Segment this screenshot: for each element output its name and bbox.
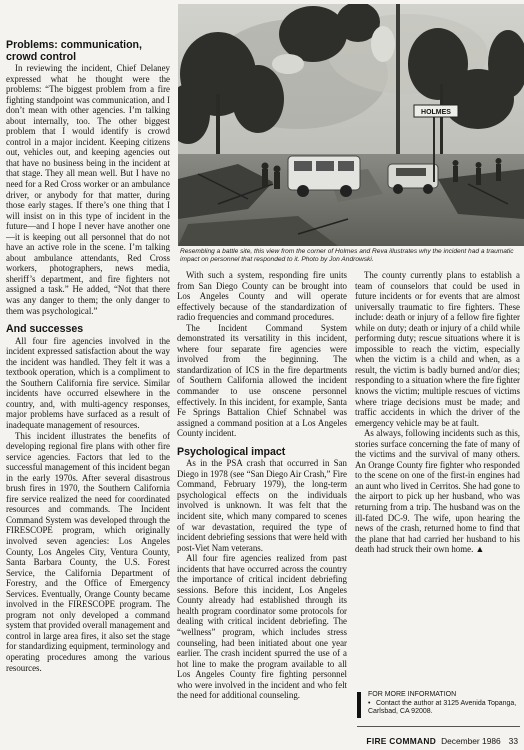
paragraph: With such a system, responding fire units from San Diego County can be brought into Los Angeles County and will operate effectively because of the standardization of radio frequencies and command procedures. <box>177 270 347 323</box>
paragraph-text: As always, following incidents such as this, stories surface concerning the fate of many of the victims and the survival of many others. An Orange County fire fighter who responded to the scene on one of the first-in engines had an aunt who lived in Cerritos. She had gone to the airport to pick up her husband, who was returning from a trip. The husband was on the ill-fated DC-9. The wife, upon hearing the news of the crash, returned home to find that the plane that had carried her husband to his death had struck their own home. <box>355 428 520 555</box>
section-heading-communication: Problems: communication, crowd control <box>6 39 142 63</box>
paragraph: All four fire agencies realized from past incidents that have occurred across the country the importance of critical incident debriefing sessions. Before this incident, Los Angeles County already had established through its health program coordinator some protocols for dealing with critical incident debriefing. The “wellness” program, which includes stress counseling, had been initiated about one year earlier. The crash incident spurred the use of a hot line to make the program available to all Los Angeles County fire fighting personnel who were involved in the incident and who felt the need for additional counseling. <box>177 553 347 701</box>
incident-scene-illustration <box>178 4 524 246</box>
street-sign-text: HOLMES <box>421 109 451 116</box>
page-number: 33 <box>508 736 518 746</box>
info-title: FOR MORE INFORMATION <box>368 691 457 698</box>
paragraph: All four fire agencies involved in the incident expressed satisfaction about the way the incident was handled. They felt it was a textbook operation, which is a compliment to the Southern California fire service. Similar incidents have occurred elsewhere in the country, and, with multi-agency responses, major problems have surfaced as a result of inadequate management of resources. <box>6 335 170 430</box>
street-sign <box>414 105 458 117</box>
paragraph: The Incident Command System demonstrated its versatility in this incident, where four separate fire agencies were involved from the beginning. The standardization of ICS in the fire departments of Southern California allowed the incident commander to use onscene personnel effectively. In this incident, for example, Santa Fe Springs Battalion Chief Schnabel was assigned a command position at a Los Angeles County incident. <box>177 322 347 439</box>
text-column-2 <box>177 270 347 701</box>
text-column-1 <box>6 40 170 673</box>
incident-photo <box>178 4 524 246</box>
section-heading-psychological: Psychological impact <box>177 445 286 458</box>
paragraph: As in the PSA crash that occurred in San Diego in 1978 (see “San Diego Air Crash,” Fire Command, February 1979), the long-term psychological effects on the individuals involved is unknown. It was felt that the incident site, which many compared to scenes of war devastation, required the type of incident debriefing sessions that were held with post-Viet Nam veterans. <box>177 458 347 553</box>
paragraph: The county currently plans to establish a team of counselors that could be used in future incidents or for events that are almost universally traumatic to fire fighters. These include: death or injury of a fellow fire fighter while on duty; death or injury of a child while performing duty; rescue situations where it is impossible to reach the victim, especially when the victim is a child and when, as a result, the victim is badly burned and/or dies; responding to a situation where the fire fighter knows the victim; multiple rescues of victims where triage decisions must be made; and traffic accidents in which the driver of the emergency vehicle may be at fault. <box>355 270 520 428</box>
info-bar <box>357 692 361 718</box>
info-text: Contact the author at 3125 Avenida Topanga, Carlsbad, CA 92008. <box>368 700 517 716</box>
page-footer <box>366 736 518 746</box>
paragraph <box>355 428 520 555</box>
paragraph: In reviewing the incident, Chief Delaney expressed what he thought were the problems: “The biggest problem from a fire fighting standpoint was communication, and I don’t mean with other agencies. I’m talking about internally, too. The other biggest problem that I would identify is crowd control in a major incident. Keeping citizens out, vehicles out, and keeping agencies out that have no business being in the incident at that stage. They all mean well. But I have no need for a Red Cross worker or an ambulance driver, or anybody for that matter, during those early stages. If there’s one thing that I will insist on in this type of incident in the future—and I hope I never have another one—it is keeping out all personnel that do not have an active role in the scene. I’m talking about ambulance attendants, Red Cross workers, photographers, news media, sheriff’s department, and fire fighters not assigned a task.” He added, “Not that there was any danger to them; the only danger to them was psychological.” <box>6 63 170 316</box>
magazine-name: FIRE COMMAND <box>366 736 437 746</box>
issue-date: December 1986 <box>441 736 501 746</box>
more-information-box <box>357 690 520 720</box>
bullet-icon: • <box>368 700 371 707</box>
text-column-3 <box>355 270 520 555</box>
section-heading-successes: And successes <box>6 323 84 336</box>
divider <box>357 726 520 727</box>
photo-caption: Resembling a battle site, this view from the corner of Holmes and Reva illustrates why the incident had a traumatic impact on personnel that responded to it. Photo by Jon Androwski. <box>180 248 514 264</box>
info-item <box>368 700 518 716</box>
paragraph: This incident illustrates the benefits of developing regional fire plans with other fire service agencies. Factors that led to the successful management of this incident began in the early 1970s. After several disastrous brush fires in 1970, the Southern California fire service realized the need for coordinated resources and commands. The Incident Command System was developed through the FIRESCOPE program, which originally involved seven agencies: Los Angeles County, Los Angeles City, Ventura County, Santa Barbara County, the U.S. Forest Service, the California Department of Forestry, and the Office of Emergency Services. Eventually, Orange County became involved in the FIRESCOPE program. The program not only developed a command system that provided overall management and control in large area fires, it also set the stage for standardizing equipment, terminology and operating procedures among the various resources. <box>6 430 170 673</box>
end-of-article-icon: ▲ <box>473 544 485 555</box>
